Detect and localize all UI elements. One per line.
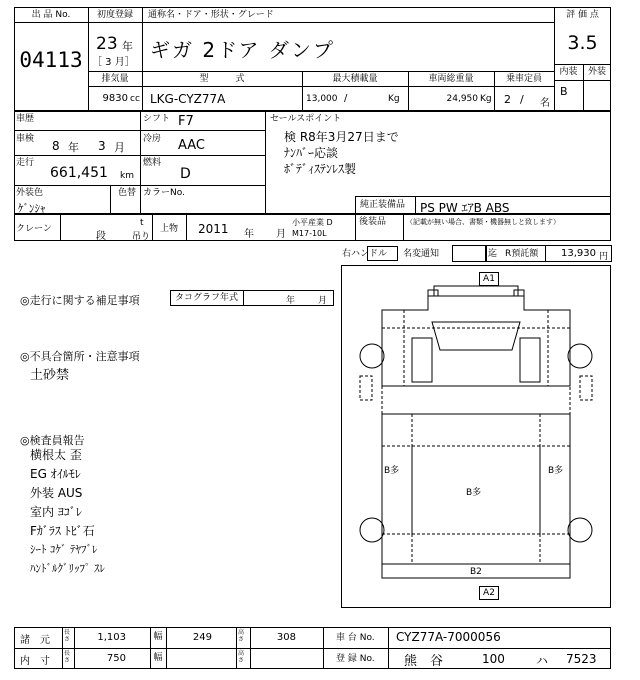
capacity-unit: 名 — [540, 98, 550, 109]
crane-hang-unit: 吊り — [132, 232, 151, 242]
reg-class: 100 — [482, 652, 505, 666]
height-value: 308 — [276, 632, 296, 643]
inner-height-label: 高さ — [238, 650, 245, 664]
max-load-unit: Kg — [388, 94, 400, 104]
ac-value: AAC — [178, 138, 205, 153]
driving-note-label: ◎走行に関する補足事項 — [20, 294, 140, 307]
inspector-label: ◎検査員報告 — [20, 434, 85, 447]
capacity-sep: / — [520, 93, 524, 106]
height-label: 高さ — [238, 629, 245, 643]
diagram-right-mark: B多 — [548, 466, 564, 476]
crane-label: クレーン — [16, 224, 52, 234]
diagram-left-mark: B多 — [384, 466, 400, 476]
score-value: 3.5 — [567, 32, 598, 54]
upper-month-unit: 月 — [276, 229, 286, 240]
inspector-line-6: ｼｰﾄ ｺｹﾞ ﾃﾔﾌﾞﾚ — [30, 543, 98, 556]
fuel-value: D — [180, 166, 191, 182]
sales-point-label: セールスポイント — [270, 114, 342, 124]
inner-length-label: 長さ — [64, 650, 71, 664]
diagram-rear-mark: B2 — [470, 567, 482, 577]
width-label: 幅 — [153, 632, 163, 642]
equipment-value: PS PW ｴｱB ABS — [420, 201, 510, 215]
exterior-grade-label: 外装 — [587, 67, 606, 77]
inspector-line-2: EG ｵｲﾙﾓﾚ — [30, 467, 81, 481]
gross-weight-label: 車両総重量 — [428, 74, 474, 84]
rhd-label: 右ハンドル — [342, 249, 388, 259]
aftermarket-label: 後装品 — [359, 217, 387, 227]
sales-point-2: ﾅﾝﾊﾞｰ応談 — [284, 146, 339, 160]
diagram-center-mark: B多 — [466, 488, 482, 498]
lot-number: 04113 — [19, 48, 83, 72]
tacho-year-unit: 年 — [286, 296, 296, 306]
mileage-value: 661,451 — [50, 165, 108, 181]
inspector-line-3: 外装 AUS — [30, 486, 83, 500]
reg-kana: ハ — [536, 654, 549, 668]
upper-model: M17-10L — [292, 229, 327, 238]
max-load-sep: / — [344, 93, 348, 104]
inspection-year-unit: 年 — [68, 141, 79, 154]
upper-year: 2011 — [198, 222, 229, 236]
inspector-line-7: ﾊﾝﾄﾞﾙｸﾞﾘｯﾌﾟ ｽﾚ — [30, 562, 105, 575]
length-value: 1,103 — [97, 632, 126, 643]
sales-point-1: 検 R8年3月27日まで — [284, 130, 399, 144]
length-label: 長さ — [64, 629, 71, 643]
sales-point-3: ﾎﾞﾃﾞｨｽﾃﾝﾚｽ製 — [284, 162, 357, 176]
model-label: 型 式 — [199, 74, 245, 84]
shift-label: シフト — [143, 114, 171, 124]
history-label: 車歴 — [16, 114, 35, 124]
diagram-top-label: A1 — [483, 274, 495, 284]
gross-weight-unit: Kg — [480, 94, 492, 104]
fuel-label: 燃料 — [143, 158, 162, 168]
car-name: ギガ 2ドア ダンプ — [150, 38, 336, 62]
crane-ton-unit: t — [140, 218, 144, 228]
dims-label: 諸 元 — [20, 635, 50, 646]
model-value: LKG-CYZ77A — [150, 92, 226, 106]
first-reg-year: 23 — [96, 34, 118, 54]
displacement-label: 排気量 — [101, 74, 129, 84]
interior-grade-label: 内装 — [559, 67, 578, 77]
equipment-label: 純正装備品 — [360, 200, 406, 210]
aftermarket-note: （記載が無い場合、書類・機器無しと致します） — [406, 218, 560, 226]
mileage-label: 走行 — [16, 158, 35, 168]
mileage-unit: km — [120, 171, 134, 181]
chassis-number: CYZ77A-7000056 — [396, 630, 501, 644]
defect-label: ◎不具合箇所・注意事項 — [20, 350, 140, 363]
reg-region: 熊 谷 — [404, 654, 444, 669]
first-reg-month: ［ 3 月］ — [92, 57, 135, 68]
upper-label: 上物 — [160, 224, 179, 234]
max-load-label: 最大積載量 — [332, 74, 378, 84]
color-no-label: カラーNo. — [143, 188, 185, 198]
inspection-label: 車検 — [16, 134, 35, 144]
inner-dims-label: 内 寸 — [20, 656, 50, 667]
tacho-label: タコグラフ年式 — [175, 293, 239, 303]
inspector-line-5: Fｶﾞﾗｽ ﾄﾋﾞ石 — [30, 524, 95, 538]
defect-text: 土砂禁 — [30, 368, 70, 383]
inspection-month-unit: 月 — [114, 141, 125, 154]
ext-color-value: ｹﾞﾝｼｬ — [18, 202, 46, 215]
gross-weight-value: 24,950 — [446, 94, 478, 104]
inspector-line-4: 室内 ﾖｺﾞﾚ — [30, 505, 82, 519]
lot-label: 出 品 No. — [31, 10, 71, 20]
color-change-label: 色替 — [118, 188, 137, 198]
chassis-label: 車 台 No. — [336, 633, 375, 643]
recycle-amount: 13,930 — [561, 248, 596, 259]
max-load-value: 13,000 — [306, 94, 338, 104]
capacity-value: 2 — [504, 93, 511, 106]
upper-year-unit: 年 — [244, 229, 254, 240]
inner-width-label: 幅 — [153, 653, 163, 663]
inspection-year: 8 — [52, 139, 60, 153]
crane-stage-unit: 段 — [96, 231, 106, 242]
inspector-line-1: 横根太 歪 — [30, 448, 82, 462]
recycle-unit: 円 — [599, 252, 609, 262]
ac-label: 冷房 — [143, 134, 162, 144]
name-change-label: 名変通知 — [403, 249, 440, 259]
upper-maker: 小平産業 D — [292, 218, 333, 227]
inspection-month: 3 — [98, 139, 106, 153]
truck-diagram-frame — [341, 265, 611, 608]
recycle-label: R預託額 — [505, 249, 539, 259]
tax-until-label: 迄 — [488, 249, 498, 259]
tacho-month-unit: 月 — [318, 296, 328, 306]
score-label: 評 価 点 — [566, 10, 599, 20]
width-value: 249 — [192, 632, 212, 643]
ext-color-label: 外装色 — [16, 188, 44, 198]
capacity-label: 乗車定員 — [505, 74, 542, 84]
displacement-unit: cc — [130, 94, 140, 104]
truck-diagram — [342, 266, 610, 607]
reg-number: 7523 — [566, 652, 597, 666]
inner-length-value: 750 — [106, 653, 126, 664]
name-change-box — [452, 245, 486, 262]
first-reg-label: 初度登録 — [96, 10, 133, 20]
grade-label: 通称名・ドア・形状・グレード — [148, 10, 274, 20]
interior-grade: B — [560, 85, 568, 98]
first-reg-year-unit: 年 — [122, 40, 133, 53]
displacement-value: 9830 — [102, 93, 128, 104]
shift-value: F7 — [178, 114, 194, 129]
diagram-bottom-label: A2 — [483, 588, 495, 598]
reg-label: 登 録 No. — [336, 654, 375, 664]
